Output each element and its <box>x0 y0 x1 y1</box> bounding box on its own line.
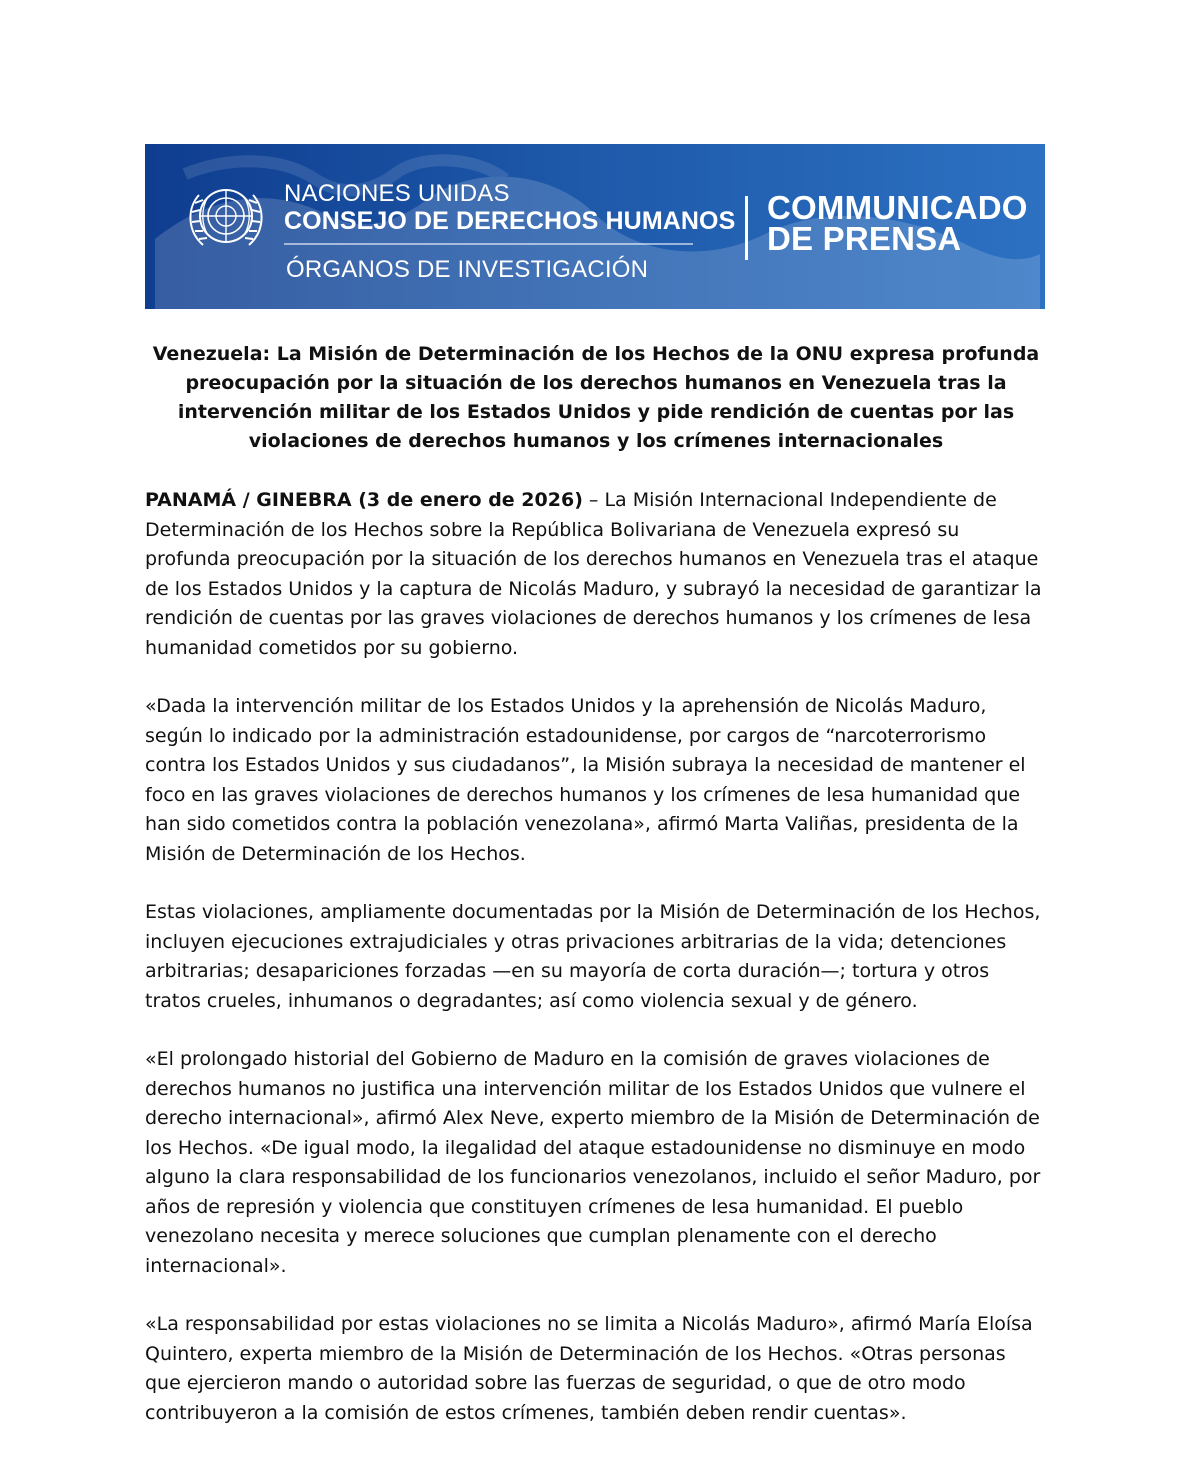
organization-line-2: CONSEJO DE DERECHOS HUMANOS <box>284 207 736 235</box>
press-release-banner <box>145 144 1045 309</box>
organization-line-3: ÓRGANOS DE INVESTIGACIÓN <box>286 256 649 283</box>
dateline: PANAMÁ / GINEBRA (3 de enero de 2026) <box>145 489 583 511</box>
article-paragraph-3: «El prolongado historial del Gobierno de Maduro en la comisión de graves violaciones de derechos humanos no justifica una intervención militar de los Estados Unidos que vulnere el derecho internacional», afirmó Alex Neve, experto miembro de la Misión de Determinación de los Hechos. «De igual modo, la ilegalidad del ataque estadounidense no disminuye en modo alguno la clara responsabilidad de los funcionarios venezolanos, incluido el señor Maduro, por años de represión y violencia que constituyen crímenes de lesa humanidad. El pueblo venezolano necesita y merece soluciones que cumplan plenamente con el derecho internacional». <box>145 1048 1041 1277</box>
organization-line-1: NACIONES UNIDAS <box>284 180 510 207</box>
un-organization-block <box>284 182 735 234</box>
un-emblem-icon <box>183 173 269 259</box>
press-release-label <box>767 189 1028 257</box>
article-headline: Venezuela: La Misión de Determinación de los Hechos de la ONU expresa profunda preocupación por la situación de los derechos humanos en Venezuela tras la intervención militar de los Estados Unidos y pide rendición de cuentas por las violaciones de derechos humanos y los crímenes internacionales <box>152 343 1040 452</box>
article-paragraph-1: «Dada la intervención militar de los Estados Unidos y la aprehensión de Nicolás Maduro, según lo indicado por la administración estadounidense, por cargos de “narcoterrorismo contra los Estados Unidos y sus ciudadanos”, la Misión subraya la necesidad de mantener el foco en las graves violaciones de derechos humanos y los crímenes de lesa humanidad que han sido cometidos contra la población venezolana», afirmó Marta Valiñas, presidenta de la Misión de Determinación de los Hechos. <box>145 695 1026 865</box>
article-content <box>145 340 1047 1428</box>
article-paragraph-2: Estas violaciones, ampliamente documentadas por la Misión de Determinación de los Hechos, incluyen ejecuciones extrajudiciales y otras privaciones arbitrarias de la vida; detenciones arbitrarias; desapariciones forzadas —en su mayoría de corta duración—; tortura y otros tratos crueles, inhumanos o degradantes; así como violencia sexual y de género. <box>145 901 1041 1012</box>
article-paragraph-4: «La responsabilidad por estas violaciones no se limita a Nicolás Maduro», afirmó María Eloísa Quintero, experta miembro de la Misión de Determinación de los Hechos. «Otras personas que ejercieron mando o autoridad sobre las fuerzas de seguridad, o que de otro modo contribuyeron a la comisión de estos crímenes, también deben rendir cuentas». <box>145 1313 1033 1424</box>
press-line-1: COMMUNICADO <box>767 189 1028 226</box>
banner-rule <box>284 243 693 245</box>
lead-paragraph <box>145 486 1047 663</box>
lead-text: – La Misión Internacional Independiente de Determinación de los Hechos sobre la República Bolivariana de Venezuela expresó su profunda preocupación por la situación de los derechos humanos en Venezuela tras el ataque de los Estados Unidos y la captura de Nicolás Maduro, y subrayó la necesidad de garantizar la rendición de cuentas por las graves violaciones de derechos humanos y los crímenes de lesa humanidad cometidos por su gobierno. <box>145 489 1042 659</box>
press-line-2: DE PRENSA <box>767 220 962 257</box>
banner-divider <box>745 196 748 260</box>
